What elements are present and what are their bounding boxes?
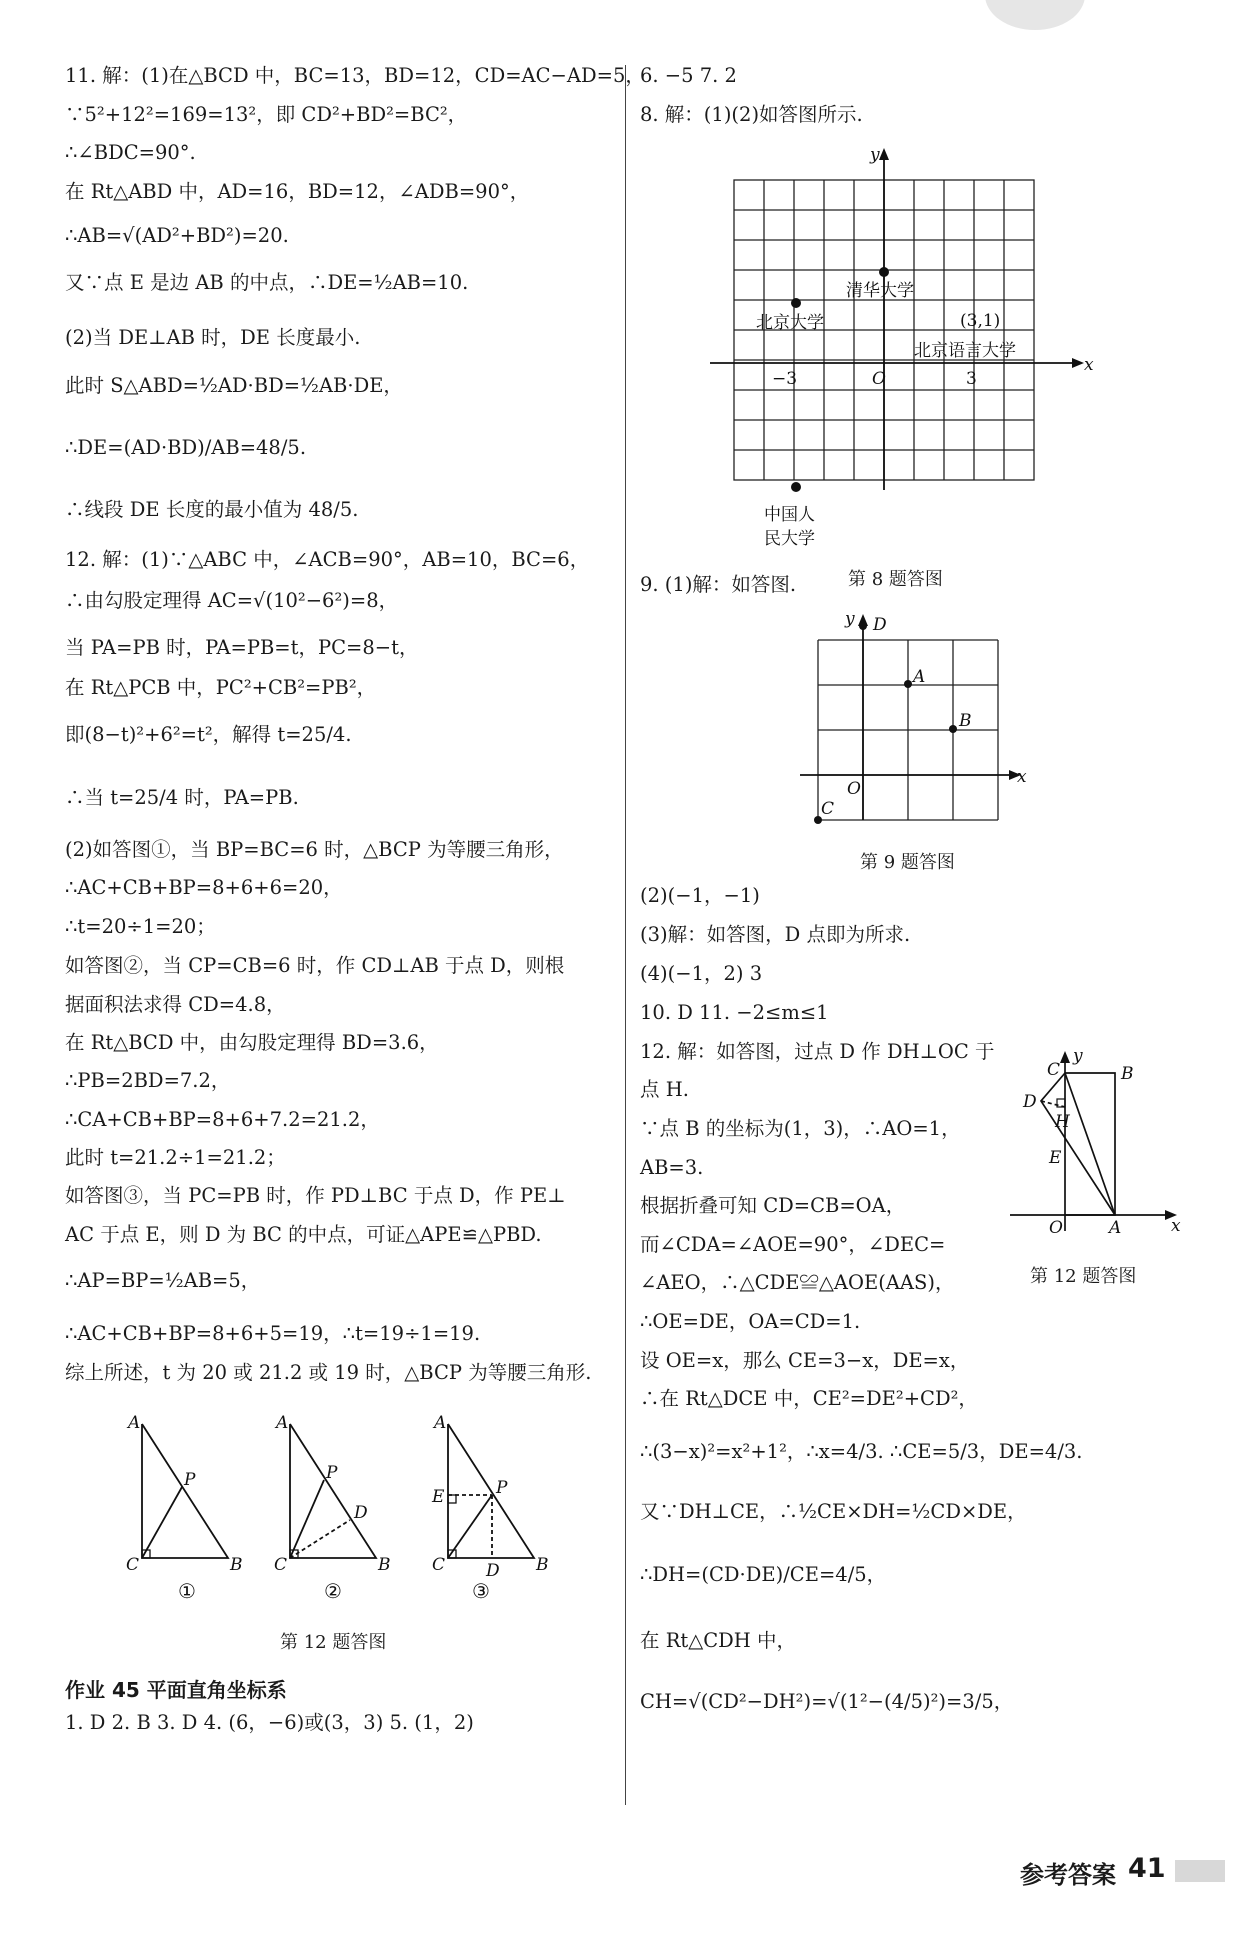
left-line-23: ∴CA+CB+BP=8+6+7.2=21.2， [65,1108,380,1131]
fig12l-label-D2: D [354,1503,368,1523]
fig12r-label-O: O [1049,1218,1063,1238]
right-line-11: 根据折叠可知 CD=CB=OA， [640,1194,906,1217]
fig9-caption: 第 9 题答图 [860,852,955,873]
left-line-27: ∴AP=BP=½AB=5， [65,1269,261,1292]
right-line-19: ∴DH=(CD·DE)/CE=4/5， [640,1563,887,1586]
left-line-9: ∴线段 DE 长度的最小值为 48/5. [65,498,359,521]
fig9-label-B: B [959,711,972,731]
fig9-x-axis: x [1017,767,1027,787]
fig8-y-axis: y [870,145,880,165]
fig12l-label-B2: B [378,1555,391,1575]
right-line-9: ∵点 B 的坐标为(1，3)，∴AO=1， [640,1117,961,1140]
fig8-point-renda-1: 中国人 [764,505,815,525]
right-line-1: 8. 解：(1)(2)如答图所示. [640,103,863,126]
column-divider [625,65,626,1805]
right-line-3: (2)(−1，−1) [640,884,760,907]
left-line-26: AC 于点 E，则 D 为 BC 的中点，可证△APE≌△PBD. [65,1223,542,1246]
fig12l-sub-2: ② [324,1579,342,1603]
page-number: 41 [1128,1853,1166,1884]
left-line-19: 如答图②，当 CP=CB=6 时，作 CD⊥AB 于点 D，则根 [65,954,565,977]
right-line-2: 9. (1)解：如答图. [640,573,797,596]
fig12l-label-C2: C [274,1555,288,1575]
right-line-13: ∠AEO，∴△CDE≌△AOE(AAS)， [640,1271,955,1294]
left-line-17: ∴AC+CB+BP=8+6+6=20， [65,876,343,899]
left-line-22: ∴PB=2BD=7.2， [65,1069,231,1092]
left-line-10: 12. 解：(1)∵△ABC 中，∠ACB=90°，AB=10，BC=6， [65,548,590,571]
right-line-6: 10. D 11. −2≤m≤1 [640,1001,829,1024]
fig12l-label-A2: A [276,1413,289,1433]
left-line-5: 又∵点 E 是边 AB 的中点，∴DE=½AB=10. [65,271,469,294]
fig12r-label-C: C [1047,1060,1061,1080]
answers-45: 1. D 2. B 3. D 4. (6，−6)或(3，3) 5. (1，2) [65,1711,474,1734]
left-line-16: (2)如答图①，当 BP=BC=6 时，△BCP 为等腰三角形， [65,838,564,861]
fig9-label-C: C [821,799,835,819]
fig12r-label-B: B [1121,1064,1134,1084]
right-line-8: 点 H. [640,1078,689,1101]
fig9-y-axis: y [845,610,855,629]
left-line-14: 即(8−t)²+6²=t²，解得 t=25/4. [65,723,352,746]
figure-8-grid [700,140,1100,550]
fig8-tick-neg3: −3 [772,369,798,389]
right-line-17: ∴(3−x)²=x²+1²，∴x=4/3. ∴CE=5/3，DE=4/3. [640,1440,1083,1463]
fig8-point-beida: 北京大学 [756,313,824,333]
footer-label: 参考答案 [1020,1861,1116,1889]
fig12l-label-P2: P [326,1463,338,1483]
fig12r-caption: 第 12 题答图 [1030,1266,1137,1287]
left-line-8: ∴DE=(AD·BD)/AB=48/5. [65,436,307,459]
right-line-12: 而∠CDA=∠AOE=90°，∠DEC= [640,1233,946,1256]
left-line-29: 综上所述，t 为 20 或 21.2 或 19 时，△BCP 为等腰三角形. [65,1361,592,1384]
left-line-4: ∴AB=√(AD²+BD²)=20. [65,224,289,247]
figure-12-fold [1005,1045,1185,1240]
footer-bar [1175,1860,1225,1882]
left-line-1: ∵5²+12²=169=13²，即 CD²+BD²=BC²， [65,103,468,126]
right-line-15: 设 OE=x，那么 CE=3−x，DE=x， [640,1349,970,1372]
left-line-3: 在 Rt△ABD 中，AD=16，BD=12，∠ADB=90°， [65,180,530,203]
fig12l-label-P3: P [496,1478,508,1498]
fig12l-label-P1: P [184,1470,196,1490]
right-line-21: CH=√(CD²−DH²)=√(1²−(4/5)²)=3/5， [640,1690,1014,1713]
right-line-0: 6. −5 7. 2 [640,64,737,87]
fig9-label-A: A [913,667,926,687]
fig8-x-axis: x [1084,355,1094,375]
left-line-18: ∴t=20÷1=20； [65,915,216,938]
left-line-11: ∴由勾股定理得 AC=√(10²−6²)=8， [65,589,399,612]
left-line-15: ∴当 t=25/4 时，PA=PB. [65,786,299,809]
fig12l-label-B1: B [230,1555,243,1575]
right-line-18: 又∵DH⊥CE，∴½CE×DH=½CD×DE， [640,1500,1027,1523]
left-line-13: 在 Rt△PCB 中，PC²+CB²=PB²， [65,676,377,699]
right-line-20: 在 Rt△CDH 中， [640,1629,796,1652]
fig12l-label-D3: D [486,1561,500,1581]
left-line-12: 当 PA=PB 时，PA=PB=t，PC=8−t， [65,636,419,659]
fig8-point-31: (3,1) [960,311,1001,331]
fig8-caption: 第 8 题答图 [848,569,943,590]
fig12l-sub-1: ① [178,1579,196,1603]
fig9-label-D: D [873,615,887,635]
fig12l-label-B3: B [536,1555,549,1575]
fig12l-label-A3: A [434,1413,447,1433]
right-line-14: ∴OE=DE，OA=CD=1. [640,1310,861,1333]
left-line-0: 11. 解：(1)在△BCD 中，BC=13，BD=12，CD=AC−AD=5， [65,64,645,87]
fig12r-label-E: E [1049,1148,1062,1168]
fig12l-caption: 第 12 题答图 [280,1632,387,1653]
right-line-10: AB=3. [640,1156,704,1179]
left-line-20: 据面积法求得 CD=4.8， [65,993,286,1016]
fig8-origin: O [872,369,886,389]
left-line-21: 在 Rt△BCD 中，由勾股定理得 BD=3.6， [65,1031,439,1054]
fig12r-label-x: x [1171,1216,1181,1236]
right-line-16: ∴在 Rt△DCE 中，CE²=DE²+CD²， [640,1387,978,1410]
left-line-24: 此时 t=21.2÷1=21.2； [65,1146,286,1169]
figure-12-triangles [110,1410,570,1610]
fig12l-label-A1: A [128,1413,141,1433]
left-line-28: ∴AC+CB+BP=8+6+5=19，∴t=19÷1=19. [65,1322,481,1345]
left-line-6: (2)当 DE⊥AB 时，DE 长度最小. [65,326,361,349]
fig12l-label-C3: C [432,1555,446,1575]
fig8-point-beiyu: 北京语言大学 [914,341,1016,361]
page-corner-shading [985,0,1085,30]
fig8-point-qinghua: 清华大学 [846,281,914,301]
section-title: 作业 45 平面直角坐标系 [65,1678,287,1702]
fig12r-label-A: A [1109,1218,1122,1238]
right-line-5: (4)(−1，2) 3 [640,962,763,985]
figure-9-grid [795,610,1035,835]
fig12r-label-D: D [1023,1092,1037,1112]
right-line-7: 12. 解：如答图，过点 D 作 DH⊥OC 于 [640,1040,995,1063]
fig12r-label-H: H [1055,1112,1070,1132]
fig12l-label-C1: C [126,1555,140,1575]
fig8-point-renda-2: 民大学 [764,529,815,549]
fig8-tick-3: 3 [966,369,977,389]
fig9-origin: O [847,779,861,799]
fig12r-label-y: y [1073,1046,1083,1066]
left-line-25: 如答图③，当 PC=PB 时，作 PD⊥BC 于点 D，作 PE⊥ [65,1184,566,1207]
left-line-2: ∴∠BDC=90°. [65,141,196,164]
fig12l-label-E3: E [432,1487,445,1507]
right-line-4: (3)解：如答图，D 点即为所求. [640,923,911,946]
fig12l-sub-3: ③ [472,1579,490,1603]
left-line-7: 此时 S△ABD=½AD·BD=½AB·DE， [65,374,403,397]
